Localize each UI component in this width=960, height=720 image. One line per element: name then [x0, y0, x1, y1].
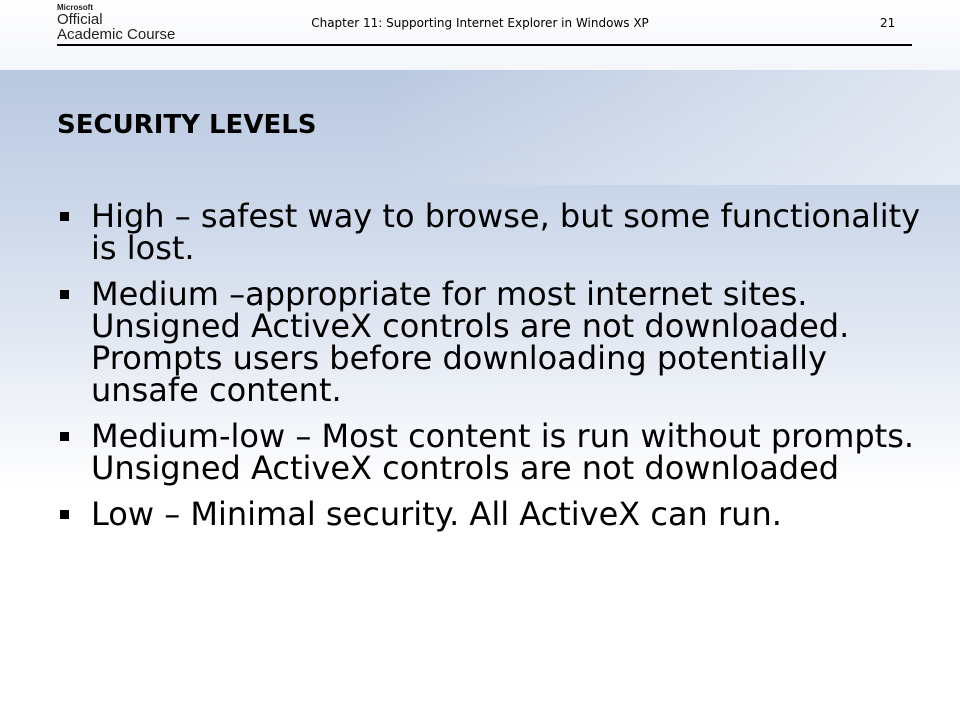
bullet-text: Low – Minimal security. All ActiveX can run.	[91, 495, 782, 533]
logo-line-1: Official	[57, 11, 103, 28]
slide-title: SECURITY LEVELS	[57, 110, 317, 140]
bullet-item-low	[57, 495, 937, 533]
chapter-title: Chapter 11: Supporting Internet Explorer in Windows XP	[311, 16, 649, 30]
header-divider	[57, 44, 912, 46]
bullet-item-high	[57, 197, 937, 267]
bullet-text: Medium-low – Most content is run without prompts. Unsigned ActiveX controls are not downloaded	[91, 417, 915, 487]
bullet-item-medium	[57, 275, 937, 409]
logo-brand: Microsoft	[57, 3, 93, 12]
square-bullet-icon	[60, 432, 69, 441]
square-bullet-icon	[60, 290, 69, 299]
bullet-list	[57, 197, 937, 544]
bullet-text: Medium –appropriate for most internet sites. Unsigned ActiveX controls are not downloaded. Prompts users before downloading potentially unsafe content.	[91, 275, 850, 409]
bullet-item-medium-low	[57, 417, 937, 487]
bullet-text: High – safest way to browse, but some functionality is lost.	[91, 197, 921, 267]
square-bullet-icon	[60, 212, 69, 221]
logo-line-2: Academic Course	[57, 26, 176, 43]
page-number: 21	[880, 16, 896, 30]
square-bullet-icon	[60, 510, 69, 519]
slide-background-highlight	[380, 70, 960, 185]
